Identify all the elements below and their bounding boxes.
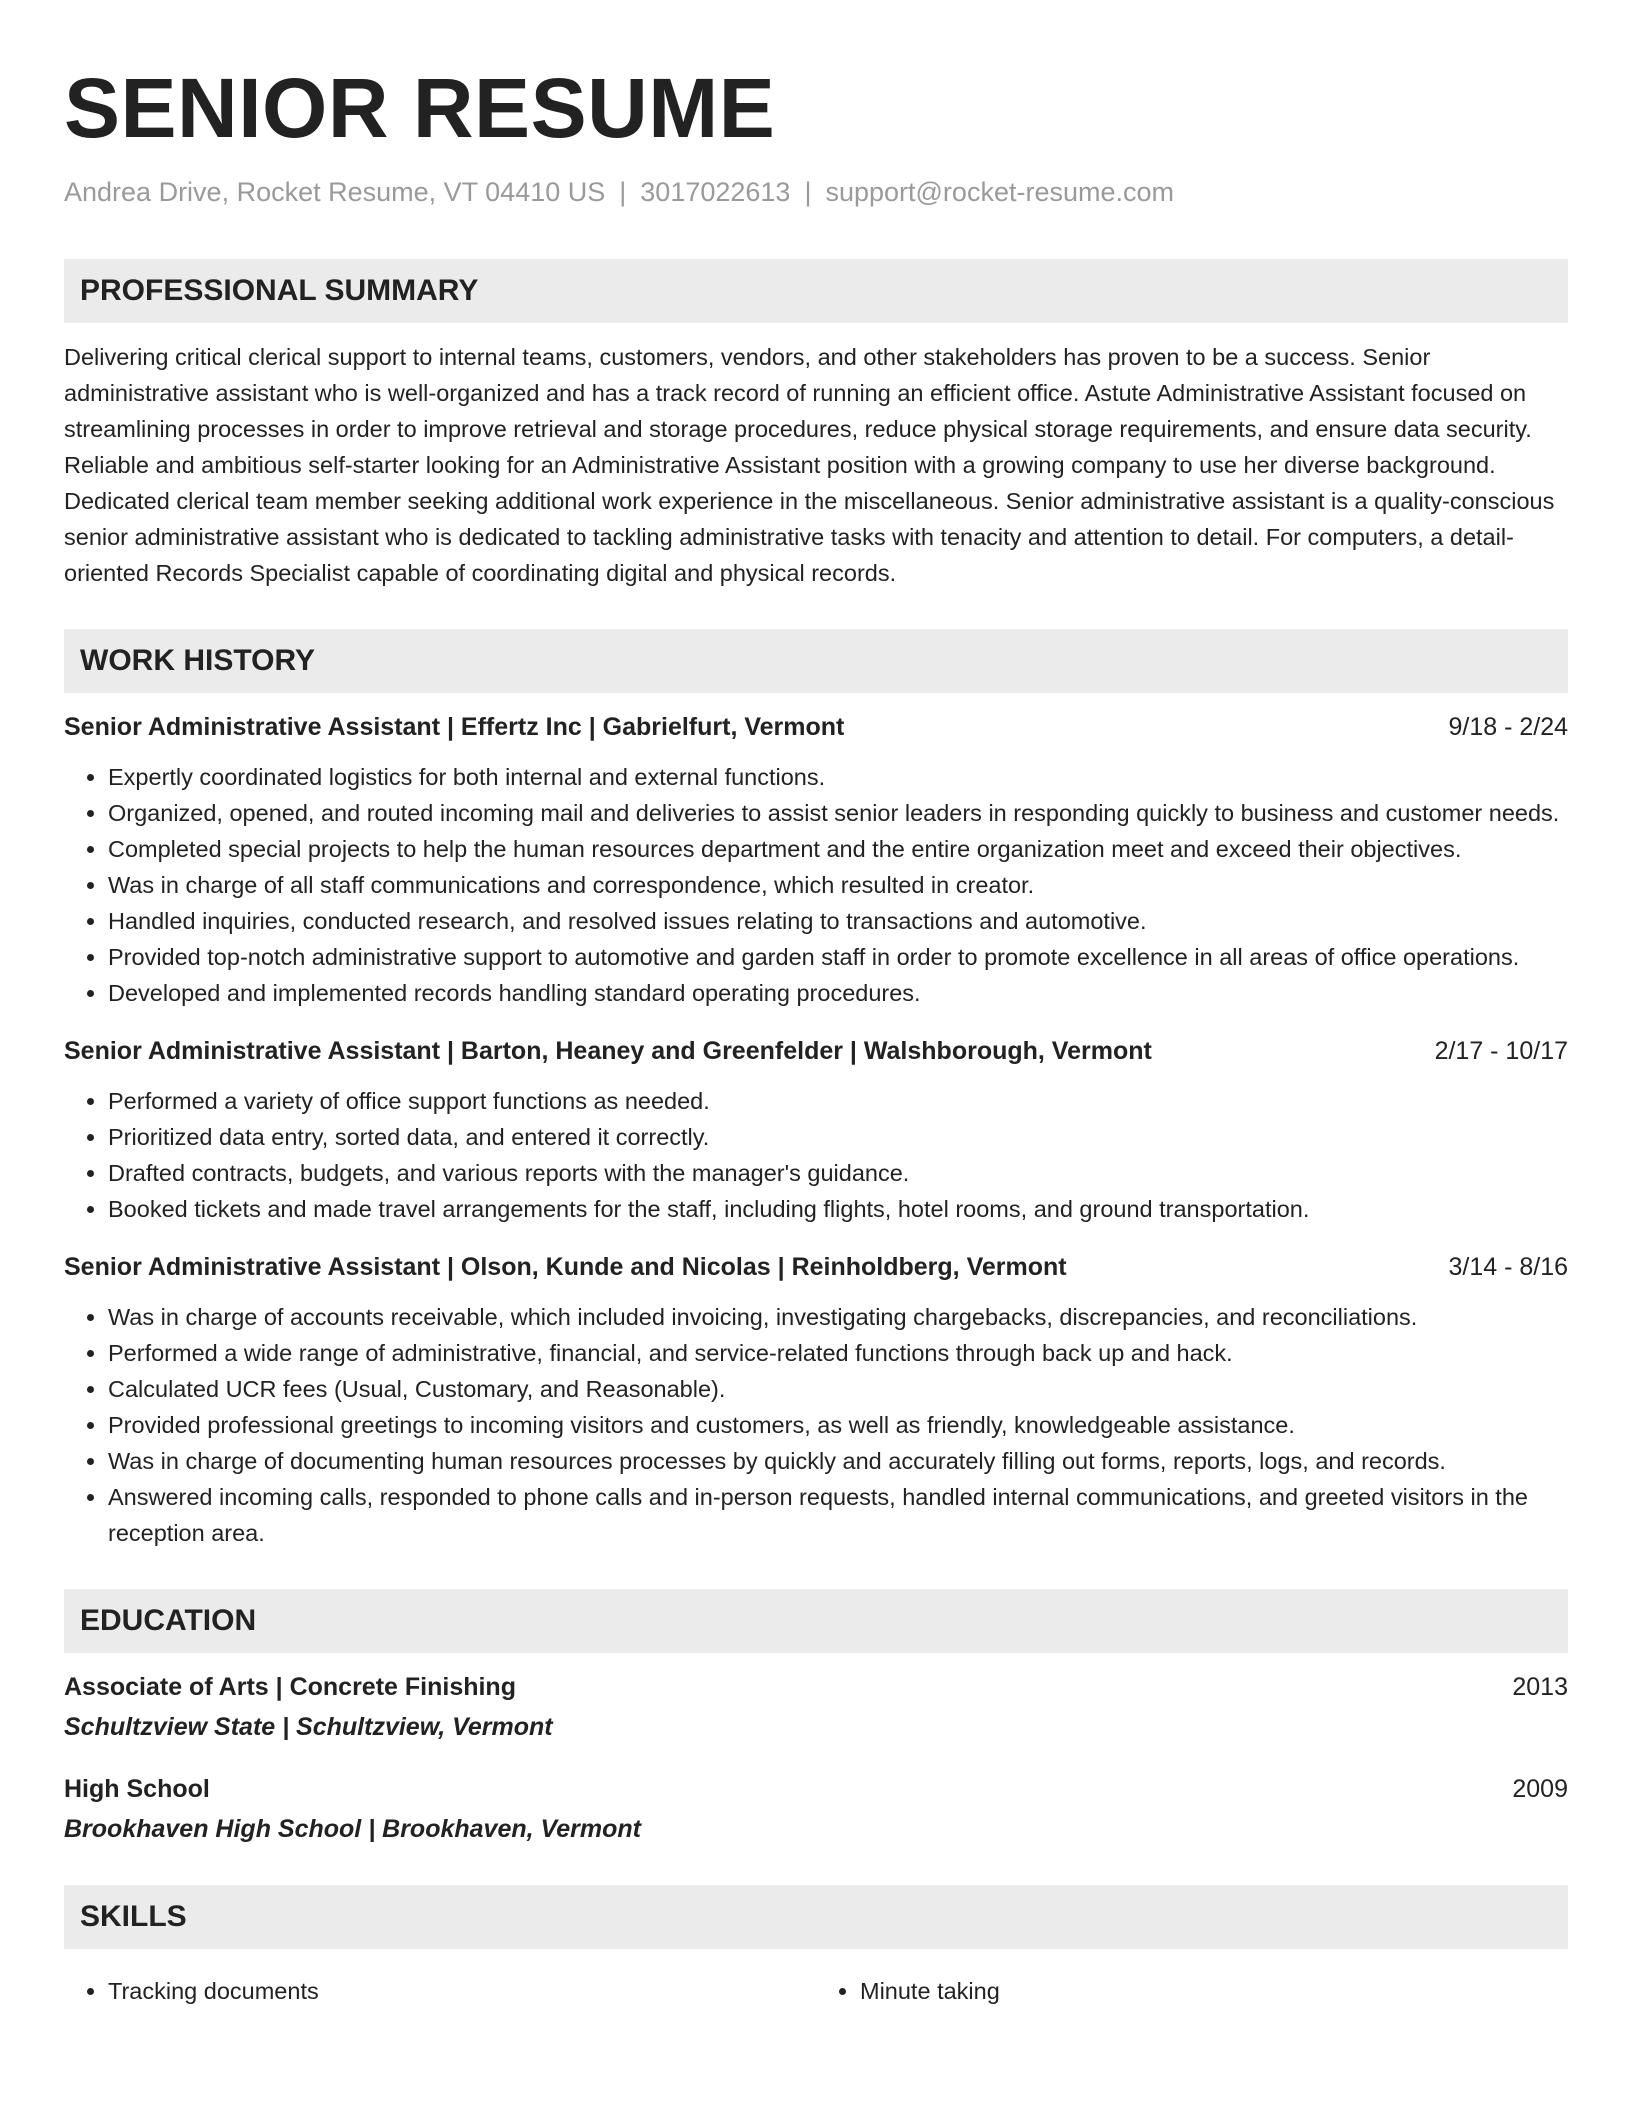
- job-title: Senior Administrative Assistant | Olson, Kunde and Nicolas | Reinholdberg, Vermont: [64, 1252, 1067, 1281]
- job-entry: [64, 709, 1568, 1011]
- job-entry: [64, 1033, 1568, 1227]
- section-heading-summary: PROFESSIONAL SUMMARY: [64, 259, 1568, 323]
- job-bullet: • Provided top-notch administrative support to automotive and garden staff in order to promote excellence in all areas of office operations.: [108, 939, 1568, 975]
- job-bullet: • Expertly coordinated logistics for both internal and external functions.: [108, 759, 1568, 795]
- job-bullet: • Calculated UCR fees (Usual, Customary, and Reasonable).: [108, 1371, 1568, 1407]
- education-school: Brookhaven High School | Brookhaven, Vermont: [64, 1814, 641, 1843]
- job-bullet: • Developed and implemented records handling standard operating procedures.: [108, 975, 1568, 1011]
- education-year: 2009: [1512, 1774, 1568, 1803]
- section-heading-education: EDUCATION: [64, 1589, 1568, 1653]
- skills-column-left: [64, 1973, 816, 2009]
- job-entry: [64, 1249, 1568, 1551]
- skill-item: • Minute taking: [860, 1973, 1568, 2009]
- job-bullet: • Was in charge of all staff communications and correspondence, which resulted in creator.: [108, 867, 1568, 903]
- job-bullet: • Handled inquiries, conducted research, and resolved issues relating to transactions and automotive.: [108, 903, 1568, 939]
- section-heading-work-history: WORK HISTORY: [64, 629, 1568, 693]
- job-header: [64, 709, 1568, 745]
- job-dates: 9/18 - 2/24: [1448, 712, 1568, 741]
- contact-email: support@rocket-resume.com: [825, 177, 1174, 208]
- education-entry: [64, 1669, 1568, 1745]
- contact-address: Andrea Drive, Rocket Resume, VT 04410 US: [64, 177, 606, 208]
- contact-line: [64, 176, 1568, 208]
- job-title: Senior Administrative Assistant | Barton, Heaney and Greenfelder | Walshborough, Vermont: [64, 1036, 1152, 1065]
- job-bullet: • Provided professional greetings to incoming visitors and customers, as well as friendly, knowledgeable assistance.: [108, 1407, 1568, 1443]
- job-bullet: • Performed a variety of office support functions as needed.: [108, 1083, 1568, 1119]
- job-bullets: [64, 1299, 1568, 1551]
- job-bullets: [64, 759, 1568, 1011]
- job-bullet: • Completed special projects to help the human resources department and the entire organization meet and exceed their objectives.: [108, 831, 1568, 867]
- education-degree: Associate of Arts | Concrete Finishing: [64, 1672, 516, 1701]
- job-bullets: [64, 1083, 1568, 1227]
- education-degree: High School: [64, 1774, 210, 1803]
- job-bullet: • Drafted contracts, budgets, and various reports with the manager's guidance.: [108, 1155, 1568, 1191]
- resume-name: SENIOR RESUME: [64, 61, 776, 155]
- job-header: [64, 1033, 1568, 1069]
- skills-column-right: [816, 1973, 1568, 2009]
- education-school: Schultzview State | Schultzview, Vermont: [64, 1712, 553, 1741]
- job-bullet: • Answered incoming calls, responded to phone calls and in-person requests, handled internal communications, and greeted visitors in the reception area.: [108, 1479, 1568, 1551]
- contact-separator: |: [619, 177, 627, 208]
- job-bullet: • Was in charge of accounts receivable, which included invoicing, investigating chargebacks, discrepancies, and reconciliations.: [108, 1299, 1568, 1335]
- education-year: 2013: [1512, 1672, 1568, 1701]
- contact-phone: 3017022613: [640, 177, 791, 208]
- job-bullet: • Booked tickets and made travel arrangements for the staff, including flights, hotel rooms, and ground transportation.: [108, 1191, 1568, 1227]
- job-title: Senior Administrative Assistant | Effertz Inc | Gabrielfurt, Vermont: [64, 712, 845, 741]
- job-bullet: • Organized, opened, and routed incoming mail and deliveries to assist senior leaders in responding quickly to business and customer needs.: [108, 795, 1568, 831]
- job-bullet: • Performed a wide range of administrative, financial, and service-related functions through back up and hack.: [108, 1335, 1568, 1371]
- job-header: [64, 1249, 1568, 1285]
- skills-list: [64, 1965, 1568, 2009]
- summary-text: Delivering critical clerical support to internal teams, customers, vendors, and other stakeholders has proven to be a success. Senior administrative assistant who is well-organized and has a track record of running an efficient office. Astute Administrative Assistant focused on streamlining processes in order to improve retrieval and storage procedures, reduce physical storage requirements, and ensure data security. Reliable and ambitious self-starter looking for an Administrative Assistant position with a growing company to use her diverse background. Dedicated clerical team member seeking additional work experience in the miscellaneous. Senior administrative assistant is a quality-conscious senior administrative assistant who is dedicated to tackling administrative tasks with tenacity and attention to detail. For computers, a detail-oriented Records Specialist capable of coordinating digital and physical records.: [64, 343, 1555, 586]
- job-dates: 3/14 - 8/16: [1448, 1252, 1568, 1281]
- skill-item: • Tracking documents: [108, 1973, 816, 2009]
- education-entry: [64, 1771, 1568, 1847]
- job-bullet: • Prioritized data entry, sorted data, and entered it correctly.: [108, 1119, 1568, 1155]
- education-header: [64, 1669, 1568, 1705]
- section-heading-skills: SKILLS: [64, 1885, 1568, 1949]
- contact-separator: |: [804, 177, 812, 208]
- job-dates: 2/17 - 10/17: [1434, 1036, 1568, 1065]
- job-bullet: • Was in charge of documenting human resources processes by quickly and accurately filling out forms, reports, logs, and records.: [108, 1443, 1568, 1479]
- education-header: [64, 1771, 1568, 1807]
